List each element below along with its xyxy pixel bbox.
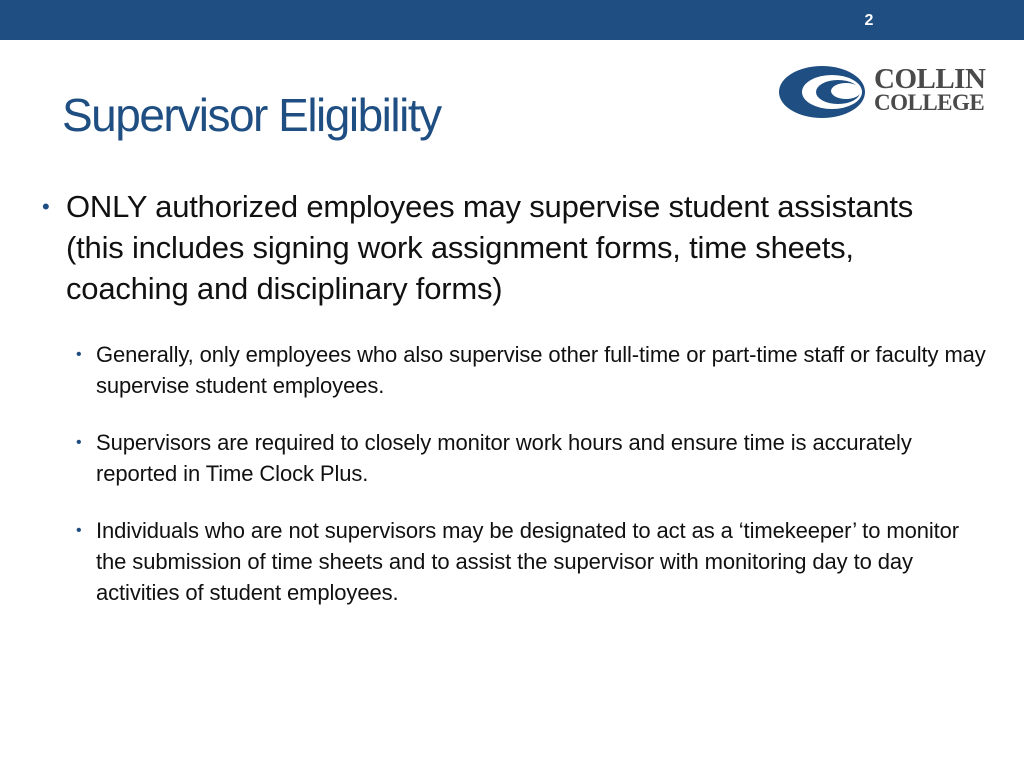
sub-bullet-text: Supervisors are required to closely monitor work hours and ensure time is accurately reported in Time Clock Plus.: [96, 430, 912, 486]
sub-bullet-item: [74, 339, 986, 401]
sub-bullet-item: [74, 427, 986, 489]
sub-bullet-text: Generally, only employees who also supervise other full-time or part-time staff or faculty may supervise student employees.: [96, 342, 986, 398]
logo-wordmark: [874, 63, 986, 115]
bullet-dot-icon: •: [76, 522, 82, 539]
collin-college-logo-icon: [778, 64, 870, 120]
logo-line-college: COLLEGE: [874, 90, 985, 115]
bullet-list: [40, 186, 1000, 634]
logo-line-collin: COLLIN: [874, 63, 986, 95]
bullet-dot-icon: •: [76, 434, 82, 451]
header-bar: [0, 0, 1024, 40]
page-number: 2: [864, 12, 874, 29]
slide-title: Supervisor Eligibility: [62, 89, 441, 141]
sub-bullet-item: [74, 515, 986, 608]
bullet-main-text: ONLY authorized employees may supervise student assistants (this includes signing work assignment forms, time sheets, coaching and disciplinary forms): [66, 189, 914, 306]
bullet-dot-icon: •: [42, 194, 50, 219]
bullet-dot-icon: •: [76, 346, 82, 363]
bullet-main: [40, 186, 946, 309]
sub-bullet-list: [40, 339, 1000, 608]
sub-bullet-text: Individuals who are not supervisors may be designated to act as a ‘timekeeper’ to monitor the submission of time sheets and to assist the supervisor with monitoring day to day activities of student employees.: [96, 518, 960, 605]
college-logo: [778, 64, 1000, 120]
